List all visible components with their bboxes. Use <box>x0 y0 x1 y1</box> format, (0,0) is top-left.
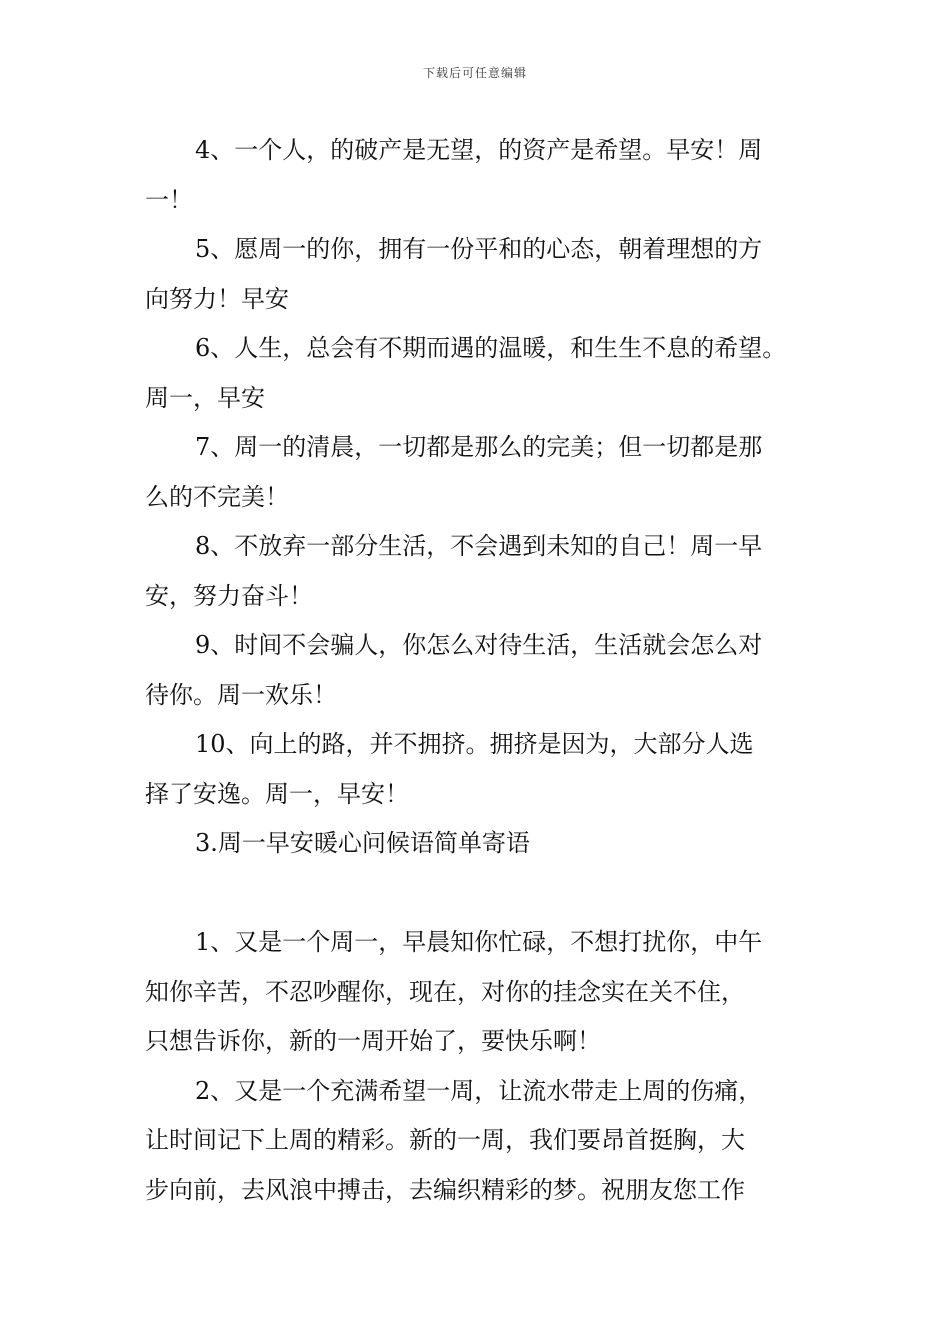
greeting-item-1 <box>145 918 815 1067</box>
greeting-line: 4、一个人，的破产是无望，的资产是希望。早安！周 <box>195 136 763 164</box>
greeting-line: 7、周一的清晨，一切都是那么的完美；但一切都是那 <box>195 433 763 461</box>
greeting-line: 步向前，去风浪中搏击，去编织精彩的梦。祝朋友您工作 <box>145 1175 745 1204</box>
greeting-item-7 <box>145 423 815 522</box>
greeting-item-5 <box>145 225 815 324</box>
greeting-line: 2、又是一个充满希望一周，让流水带走上周的伤痛， <box>195 1076 763 1105</box>
greeting-line: 5、愿周一的你，拥有一份平和的心态，朝着理想的方 <box>195 235 763 263</box>
greeting-line: 知你辛苦，不忍吵醒你，现在，对你的挂念实在关不住， <box>145 977 745 1006</box>
greeting-line: 一！ <box>145 185 193 214</box>
blank-spacer <box>145 869 815 919</box>
greeting-line: 周一，早安 <box>145 383 265 412</box>
section-heading: 3.周一早安暖心问候语简单寄语 <box>195 829 530 857</box>
greeting-line: 待你。周一欢乐！ <box>145 680 337 709</box>
greeting-item-10 <box>145 720 815 819</box>
page-header: 下载后可任意编辑 <box>422 66 527 80</box>
greeting-line: 让时间记下上周的精彩。新的一周，我们要昂首挺胸，大 <box>145 1126 745 1154</box>
greeting-line: 安，努力奋斗！ <box>145 581 313 610</box>
greeting-item-2 <box>145 1067 815 1216</box>
document-body <box>145 126 815 1215</box>
greeting-item-8 <box>145 522 815 621</box>
greeting-item-6 <box>145 324 815 423</box>
greeting-line: 向努力！早安 <box>145 284 289 313</box>
greeting-item-4 <box>145 126 815 225</box>
greeting-line: 8、不放弃一部分生活，不会遇到未知的自己！周一早 <box>195 532 763 560</box>
greeting-item-9 <box>145 621 815 720</box>
greeting-line: 1、又是一个周一，早晨知你忙碌，不想打扰你，中午 <box>195 928 763 956</box>
greeting-line: 6、人生，总会有不期而遇的温暖，和生生不息的希望。 <box>195 334 787 362</box>
greeting-line: 10、向上的路，并不拥挤。拥挤是因为，大部分人选 <box>195 730 754 758</box>
greeting-line: 么的不完美！ <box>145 482 289 511</box>
greeting-line: 只想告诉你，新的一周开始了，要快乐啊！ <box>145 1027 601 1055</box>
greeting-line: 择了安逸。周一，早安！ <box>145 779 409 808</box>
greeting-line: 9、时间不会骗人，你怎么对待生活，生活就会怎么对 <box>195 631 763 659</box>
